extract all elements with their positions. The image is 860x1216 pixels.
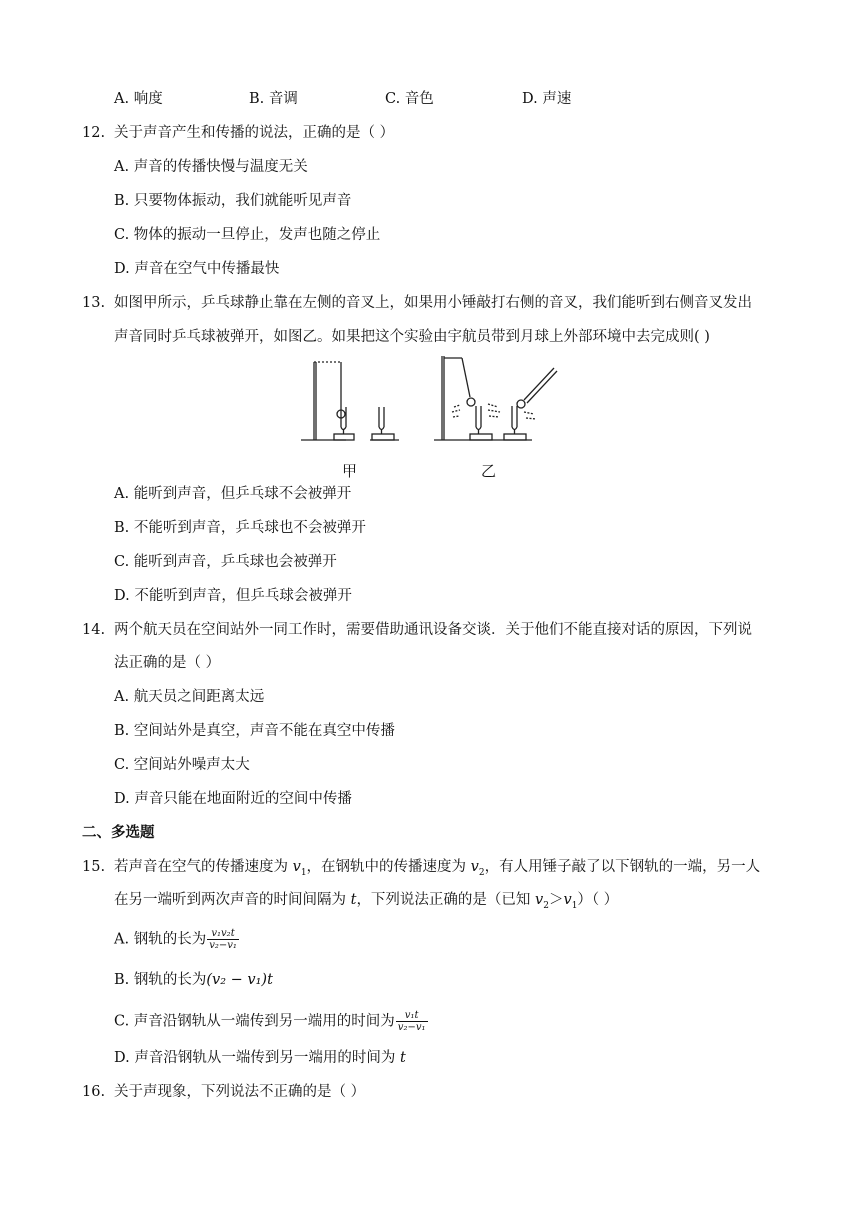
q14-option-a: A. 航天员之间距离太远 bbox=[114, 689, 265, 705]
q12-stem: 关于声音产生和传播的说法，正确的是（ ） bbox=[114, 125, 395, 141]
q15-option-d: D. 声音沿钢轨从一端传到另一端用的时间为 t bbox=[114, 1050, 406, 1066]
q14-stem-line1: 两个航天员在空间站外一同工作时，需要借助通讯设备交谈．关于他们不能直接对话的原因，下列说 bbox=[114, 622, 752, 638]
q13-option-c: C. 能听到声音，乒乓球也会被弹开 bbox=[114, 554, 337, 570]
tuning-fork-figure bbox=[296, 352, 566, 482]
fraction-c: $\frac{\text{v₁t}}{\text{v₂−v₁}}$ bbox=[397, 1010, 426, 1033]
q15-option-b: B. 钢轨的长为(v₂ − v₁)t bbox=[114, 972, 273, 988]
q12-option-b: B. 只要物体振动，我们就能听见声音 bbox=[114, 193, 352, 209]
q14-number: 14. bbox=[82, 622, 106, 638]
q13-option-a: A. 能听到声音，但乒乓球不会被弹开 bbox=[114, 486, 352, 502]
tuning-fork-diagram bbox=[296, 352, 566, 482]
figure-label-yi: 乙 bbox=[481, 462, 497, 480]
q13-option-d: D. 不能听到声音，但乒乓球会被弹开 bbox=[114, 588, 352, 604]
figure-label-jia: 甲 bbox=[342, 462, 358, 480]
q11-option-b: B. 音调 bbox=[249, 91, 298, 107]
q15-stem-line2: 在另一端听到两次声音的时间间隔为 t，下列说法正确的是（已知 $v_2>v_1$）（ ） bbox=[114, 892, 619, 911]
q12-option-a: A. 声音的传播快慢与温度无关 bbox=[114, 159, 308, 175]
q12-option-c: C. 物体的振动一旦停止，发声也随之停止 bbox=[114, 227, 381, 243]
q11-option-d: D. 声速 bbox=[522, 91, 572, 107]
q13-number: 13. bbox=[82, 295, 106, 311]
q15-stem-line1: 若声音在空气的传播速度为 $v_1$，在钢轨中的传播速度为 $v_2$，有人用锤子敲了以下钢轨的一端，另一人 bbox=[114, 859, 761, 878]
section-heading-multiple-choice: 二、多选题 bbox=[82, 824, 155, 841]
q15-option-c: C. 声音沿钢轨从一端传到另一端用的时间为 $\frac{\text{v₁t}}{\text{v₂−v₁}}$ bbox=[114, 1010, 426, 1033]
q14-stem-line2: 法正确的是（ ） bbox=[114, 655, 221, 671]
q16-stem: 关于声现象，下列说法不正确的是（ ） bbox=[114, 1084, 366, 1100]
q14-option-d: D. 声音只能在地面附近的空间中传播 bbox=[114, 791, 352, 807]
q14-option-c: C. 空间站外噪声太大 bbox=[114, 757, 250, 773]
q13-stem-line1: 如图甲所示，乒乓球静止靠在左侧的音叉上，如果用小锤敲打右侧的音叉，我们能听到右侧音叉发出 bbox=[114, 295, 752, 311]
q16-number: 16. bbox=[82, 1084, 106, 1100]
q14-option-b: B. 空间站外是真空，声音不能在真空中传播 bbox=[114, 723, 395, 739]
q11-option-a: A. 响度 bbox=[114, 91, 163, 107]
q15-option-a: A. 钢轨的长为 $\frac{\text{v₁v₂t}}{\text{v₂−v₁}}$ bbox=[114, 928, 237, 951]
q12-number: 12. bbox=[82, 125, 106, 141]
q12-option-d: D. 声音在空气中传播最快 bbox=[114, 261, 280, 277]
q11-option-c: C. 音色 bbox=[385, 91, 434, 107]
q15-number: 15. bbox=[82, 859, 106, 875]
fraction-a: $\frac{\text{v₁v₂t}}{\text{v₂−v₁}}$ bbox=[209, 928, 237, 951]
q13-stem-line2: 声音同时乒乓球被弹开，如图乙。如果把这个实验由宇航员带到月球上外部环境中去完成则( ) bbox=[114, 329, 710, 345]
q13-option-b: B. 不能听到声音，乒乓球也不会被弹开 bbox=[114, 520, 366, 536]
